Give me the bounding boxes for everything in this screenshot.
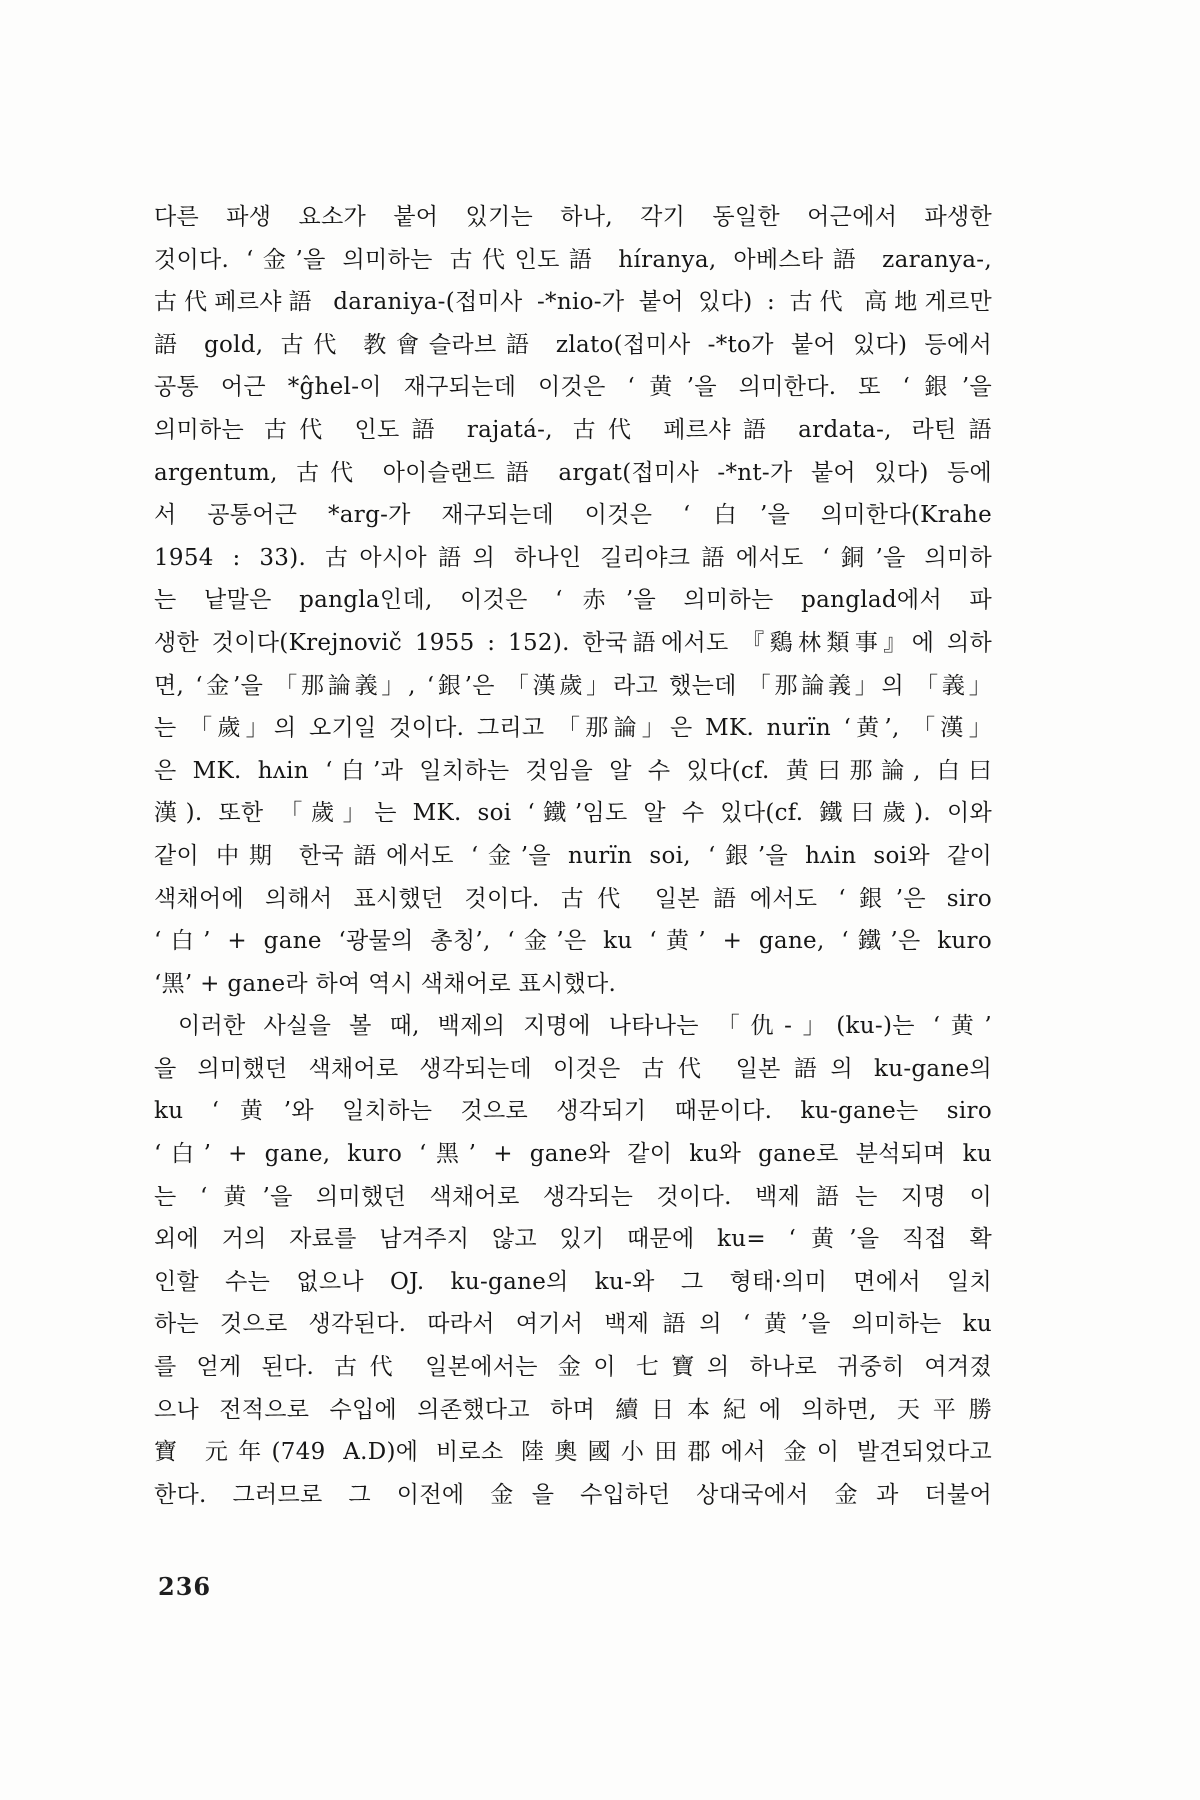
- text-line: 색채어에 의해서 표시했던 것이다. 古代 일본語에서도 ‘銀’은 siro: [154, 885, 992, 912]
- text-line: 語 gold, 古代 教會슬라브語 zlato(접미사 -*to가 붙어 있다) 등에서: [154, 331, 992, 358]
- text-line: 는 「歲」의 오기일 것이다. 그리고 「那論」은 MK. nurïn ‘黄’, 「漢」: [154, 715, 992, 742]
- text-line: 한다. 그러므로 그 이전에 金을 수입하던 상대국에서 金과 더불어: [154, 1481, 992, 1508]
- paragraph-2: [154, 1005, 992, 1516]
- text-line: 1954 : 33). 古아시아語의 하나인 길리야크語에서도 ‘銅’을 의미하: [154, 544, 992, 571]
- text-line: 은 MK. hʌin ‘白’과 일치하는 것임을 알 수 있다(cf. 黄曰那論, 白曰: [154, 757, 992, 784]
- text-line: 을 의미했던 색채어로 생각되는데 이것은 古代 일본語의 ku-gane의: [154, 1055, 992, 1082]
- text-line: 는 ‘黄’을 의미했던 색채어로 생각되는 것이다. 백제語는 지명 이: [154, 1183, 992, 1210]
- text-line: 는 낱말은 pangla인데, 이것은 ‘赤’을 의미하는 panglad에서 파: [154, 587, 992, 614]
- text-line: 생한 것이다(Krejnovič 1955 : 152). 한국語에서도 『鷄林類事』에 의하: [154, 629, 992, 656]
- text-line: 인할 수는 없으나 OJ. ku-gane의 ku-와 그 형태·의미 면에서 일치: [154, 1268, 992, 1295]
- text-line: 외에 거의 자료를 남겨주지 않고 있기 때문에 ku= ‘黄’을 직접 확: [154, 1226, 992, 1253]
- text-line: ku ‘黄’와 일치하는 것으로 생각되기 때문이다. ku-gane는 siro: [154, 1098, 992, 1125]
- paragraph-1: [154, 196, 992, 1005]
- text-line: ‘黑’ + gane라 하여 역시 색채어로 표시했다.: [154, 970, 617, 997]
- text-line: 서 공통어근 *arg-가 재구되는데 이것은 ‘白’을 의미한다(Krahe: [154, 502, 992, 529]
- page-number: 236: [158, 1572, 212, 1601]
- text-line: 이러한 사실을 볼 때, 백제의 지명에 나타나는 「仇-」(ku-)는 ‘黄’: [178, 1013, 992, 1040]
- text-line: argentum, 古代 아이슬랜드語 argat(접미사 -*nt-가 붙어 있다) 등에: [154, 459, 992, 486]
- text-line: 寶 元年(749 A.D)에 비로소 陸奧國小田郡에서 金이 발견되었다고: [154, 1439, 992, 1466]
- text-line: 하는 것으로 생각된다. 따라서 여기서 백제語의 ‘黄’을 의미하는 ku: [154, 1311, 992, 1338]
- text-line: 같이 中期 한국語에서도 ‘金’을 nurïn soi, ‘銀’을 hʌin soi와 같이: [154, 842, 992, 869]
- text-line: 으나 전적으로 수입에 의존했다고 하며 續日本紀에 의하면, 天平勝: [154, 1396, 992, 1423]
- text-line: 古代페르샤語 daraniya-(접미사 -*nio-가 붙어 있다) : 古代 高地게르만: [154, 289, 992, 316]
- body-text: [154, 196, 992, 1516]
- text-line: 다른 파생 요소가 붙어 있기는 하나, 각기 동일한 어근에서 파생한: [154, 204, 992, 230]
- text-line: ‘白’ + gane, kuro ‘黑’ + gane와 같이 ku와 gane로 분석되며 ku: [154, 1141, 992, 1168]
- text-line: 漢). 또한 「歲」는 MK. soi ‘鐵’임도 알 수 있다(cf. 鐵曰歲). 이와: [154, 800, 992, 827]
- text-line: 공통 어근 *ĝhel-이 재구되는데 이것은 ‘黄’을 의미한다. 또 ‘銀’을: [154, 374, 992, 401]
- text-line: 면, ‘金’을 「那論義」, ‘銀’은 「漢歲」라고 했는데 「那論義」의 「義」: [154, 672, 992, 699]
- text-line: 의미하는 古代 인도語 rajatá-, 古代 페르샤語 ardata-, 라틴語: [154, 416, 992, 443]
- text-line: 것이다. ‘金’을 의미하는 古代인도語 híranya, 아베스타語 zaranya-,: [154, 246, 992, 273]
- text-line: ‘白’ + gane ‘광물의 총칭’, ‘金’은 ku ‘黄’ + gane, ‘鐵’은 kuro: [154, 928, 992, 955]
- text-line: 를 얻게 된다. 古代 일본에서는 金이 七寶의 하나로 귀중히 여겨졌: [154, 1354, 992, 1381]
